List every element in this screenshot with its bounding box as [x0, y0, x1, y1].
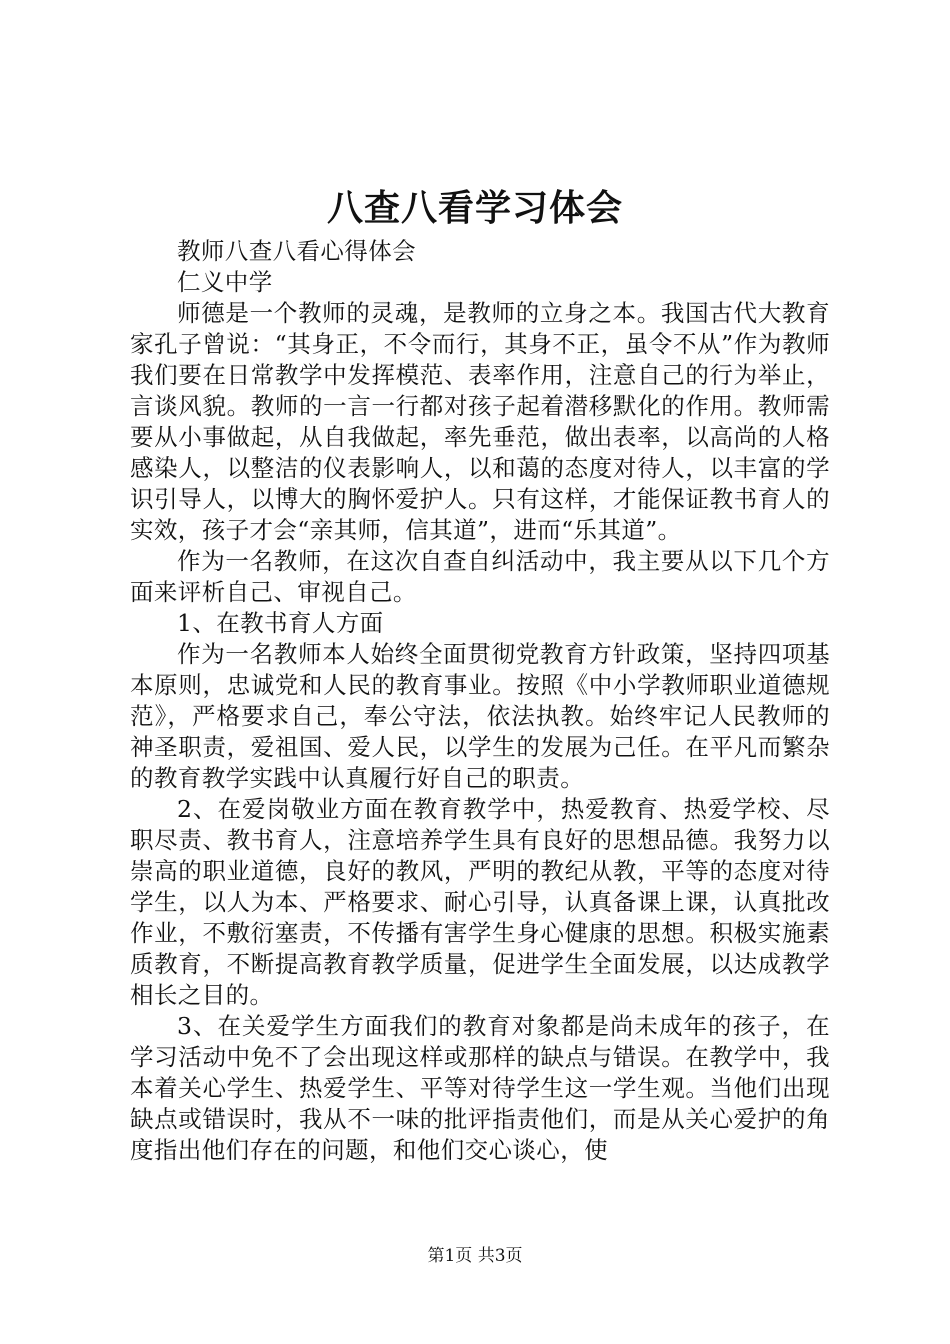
paragraph-heading-1: 1、在教书育人方面	[177, 609, 384, 637]
document-title: 八查八看学习体会	[326, 187, 623, 229]
paragraph-school: 仁义中学	[177, 268, 273, 296]
paragraph-intro: 师德是一个教师的灵魂，是教师的立身之本。我国古代大教育家孔子曾说：“其身正，不令而行，其身不正，虽令不从”作为教师我们要在日常教学中发挥模范、表率作用，注意自己的行为举止，言谈风貌。教师的一言一行都对孩子起着潜移默化的作用。教师需要从小事做起，从自我做起，率先垂范，做出表率，以高尚的人格感染人，以整洁的仪表影响人，以和蔼的态度对待人，以丰富的学识引导人，以博大的胸怀爱护人。只有这样，才能保证教书育人的实效，孩子才会“亲其师，信其道”，进而“乐其道”。	[130, 299, 830, 544]
paragraph-section-2: 2、在爱岗敬业方面在教育教学中，热爱教育、热爱学校、尽职尽责、教书育人，注意培养学生具有良好的思想品德。我努力以崇高的职业道德，良好的教风，严明的教纪从教，平等的态度对待学生，以人为本、严格要求、耐心引导，认真备课上课，认真批改作业，不敷衍塞责，不传播有害学生身心健康的思想。积极实施素质教育，不断提高教育教学质量，促进学生全面发展，以达成教学相长之目的。	[130, 795, 830, 1009]
document-body	[130, 236, 830, 1166]
page-footer: 第1页 共3页	[427, 1246, 523, 1266]
paragraph-overview: 作为一名教师，在这次自查自纠活动中，我主要从以下几个方面来评析自己、审视自己。	[130, 547, 830, 606]
paragraph-section-3: 3、在关爱学生方面我们的教育对象都是尚未成年的孩子，在学习活动中免不了会出现这样或那样的缺点与错误。在教学中，我本着关心学生、热爱学生、平等对待学生这一学生观。当他们出现缺点或错误时，我从不一味的批评指责他们，而是从关心爱护的角度指出他们存在的问题，和他们交心谈心，使	[130, 1012, 830, 1164]
paragraph-subtitle: 教师八查八看心得体会	[177, 237, 416, 265]
paragraph-section-1: 作为一名教师本人始终全面贯彻党教育方针政策，坚持四项基本原则，忠诚党和人民的教育事业。按照《中小学教师职业道德规范》，严格要求自己，奉公守法，依法执教。始终牢记人民教师的神圣职责，爱祖国、爱人民，以学生的发展为己任。在平凡而繁杂的教育教学实践中认真履行好自己的职责。	[130, 640, 830, 792]
